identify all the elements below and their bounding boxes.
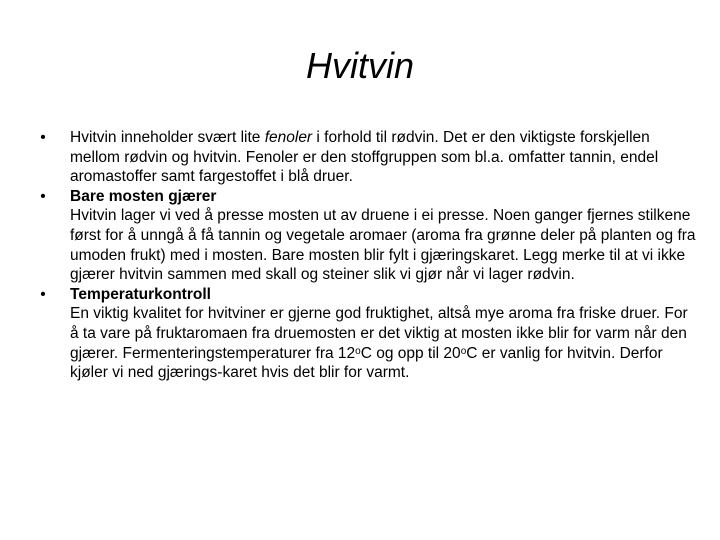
bullet-text-start: Hvitvin inneholder svært lite bbox=[70, 129, 265, 146]
bullet-text-italic-term: fenoler bbox=[264, 129, 313, 146]
bullet-text-part: C er vanlig for hvitvin. Derfor kjøler vi ned gjærings-karet hvis det blir for varmt. bbox=[70, 344, 663, 382]
bullet-dot-icon: • bbox=[40, 187, 46, 205]
bullet-item-fenoler bbox=[36, 128, 696, 187]
bullet-item-bare-mosten bbox=[36, 187, 696, 285]
bullet-heading: Temperaturkontroll bbox=[70, 285, 211, 303]
bullet-text-end: i forhold til rødvin. Det er den viktigste forskjellen mellom rødvin og hvitvin. Fenoler er den stoffgruppen som bl.a. omfatter tannin, endel aromastoffer samt fargestoffet i blå druer. bbox=[70, 129, 659, 186]
bullet-text-part: En viktig kvalitet for hvitviner er gjerne god fruktighet, altså mye aroma fra friske druer. For å ta vare på fruktaromaen fra druemosten er det viktig at mosten ikke blir for varm når den gjærer. Fermenteringstemperaturer fra 12 bbox=[70, 305, 688, 362]
bullet-heading: Bare mosten gjærer bbox=[70, 187, 217, 205]
degree-superscript: o bbox=[460, 345, 467, 357]
bullet-item-temperaturkontroll bbox=[36, 285, 696, 383]
bullet-text-part: C og opp til 20 bbox=[360, 344, 461, 362]
bullet-text bbox=[70, 304, 696, 382]
bullet-dot-icon: • bbox=[40, 129, 46, 146]
bullet-list bbox=[36, 128, 696, 383]
degree-superscript: o bbox=[355, 345, 361, 357]
bullet-dot-icon: • bbox=[40, 285, 46, 303]
bullet-text: Hvitvin lager vi ved å presse mosten ut av druene i ei presse. Noen ganger fjernes stilkene først for å unngå å få tannin og vegetale aromaer (aroma fra grønne deler på planten og fra umoden frukt) med i mosten. Bare mosten blir fylt i gjæringskaret. Legg merke til at vi ikke gjærer hvitvin sammen med skall og steiner slik vi gjør når vi lager rødvin. bbox=[70, 207, 696, 284]
slide-title: Hvitvin bbox=[305, 45, 415, 86]
bullet-text bbox=[70, 128, 696, 187]
